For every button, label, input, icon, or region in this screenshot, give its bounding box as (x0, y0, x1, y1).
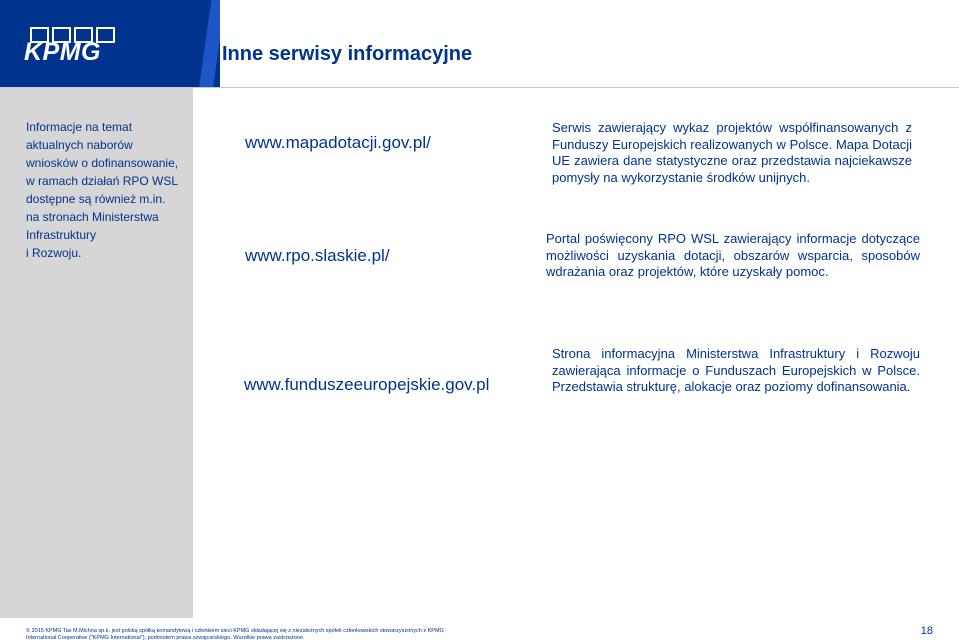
footer-line: International Cooperative ("KPMG International"), podmiotem prawa szwajcarskiego. Wszelkie prawa zastrzeżone. (26, 635, 305, 641)
kpmg-logo-block (0, 0, 220, 88)
sidebar-line: aktualnych naborów (26, 138, 133, 152)
service-description-rpo-slaskie: Portal poświęcony RPO WSL zawierający informacje dotyczące możliwości uzyskania dotacji, obszarów wsparcia, sposobów wdrażania oraz projektów, które uzyskały pomoc. (546, 231, 920, 279)
sidebar-note (26, 118, 191, 262)
footer-legal-text (26, 628, 446, 642)
sidebar-line: Informacje na temat (26, 120, 133, 134)
service-url-funduszeeuropejskie[interactable]: www.funduszeeuropejskie.gov.pl (244, 375, 490, 394)
sidebar-line: dostępne są również m.in. (26, 192, 166, 206)
sidebar-line: wniosków o dofinansowanie, (26, 156, 179, 170)
service-url-mapadotacji[interactable]: www.mapadotacji.gov.pl/ (245, 133, 431, 152)
kpmg-logo (24, 27, 116, 65)
service-description-mapadotacji: Serwis zawierający wykaz projektów współfinansowanych z Funduszy Europejskich realizowanych w Polsce. Mapa Dotacji UE zawiera dane statystyczne oraz przedstawia najciekawsze pomysły na wykorzystanie środków unijnych. (552, 120, 912, 185)
page-title: Inne serwisy informacyjne (222, 43, 473, 65)
logo-stripe (197, 0, 220, 88)
service-description-funduszeeuropejskie: Strona informacyjna Ministerstwa Infrastruktury i Rozwoju zawierająca informacje o Funduszach Europejskich w Polsce. Przedstawia strukturę, alokacje oraz poziomy dofinansowania. (552, 346, 920, 394)
sidebar-line: i Rozwoju. (26, 246, 82, 260)
service-url-rpo-slaskie[interactable]: www.rpo.slaskie.pl/ (245, 246, 390, 265)
logo-wordmark: KPMG (24, 38, 101, 66)
sidebar-line: Infrastruktury (26, 228, 97, 242)
sidebar-line: na stronach Ministerstwa (26, 210, 159, 224)
page-number: 18 (920, 625, 933, 637)
sidebar-panel (0, 88, 193, 618)
footer-line: © 2015 KPMG Tax M.Michna sp.k. jest polską spółką komandytową i członkiem sieci KPMG składającej się z niezależnych spółek członkowskich stowarzyszonych z KPMG (26, 628, 444, 634)
sidebar-line: w ramach działań RPO WSL (26, 174, 179, 188)
